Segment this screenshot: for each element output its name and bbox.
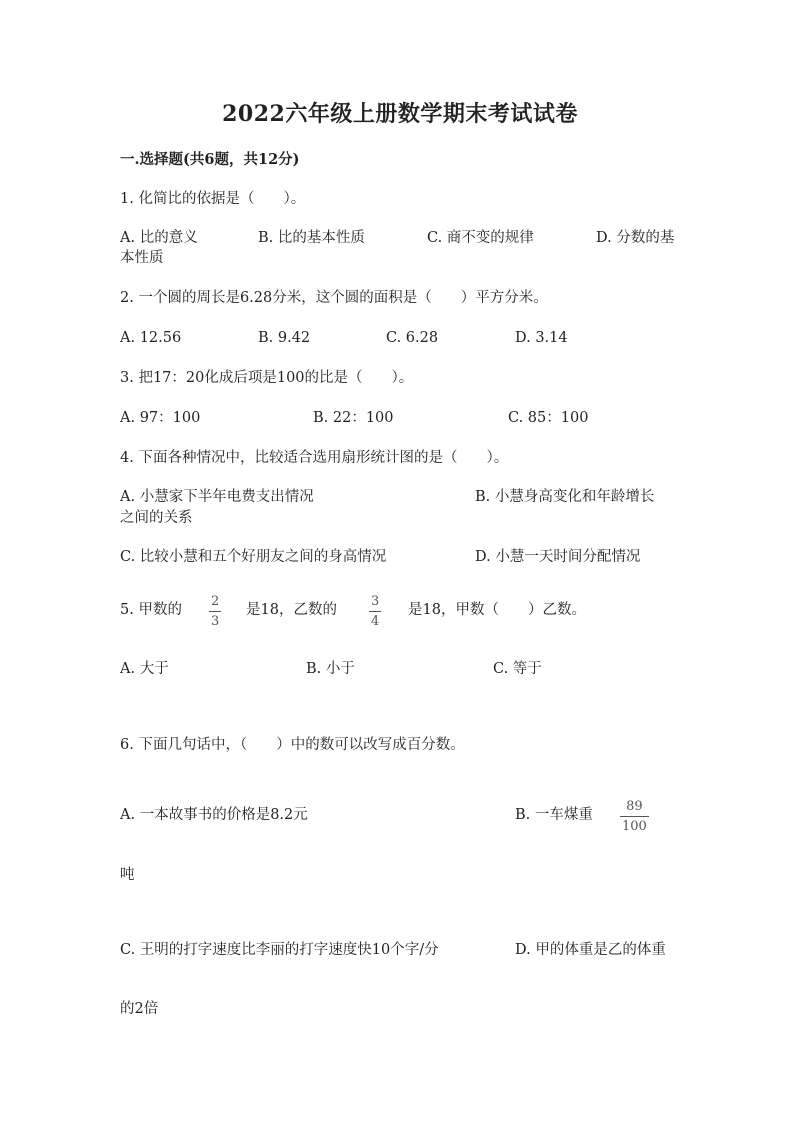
question-6-option-d-continued: 的2倍 xyxy=(120,1001,159,1017)
fraction-numerator: 89 xyxy=(626,799,643,814)
question-5-option-b: B. 小于 xyxy=(306,661,355,677)
question-3-stem: 3. 把17：20化成后项是100的比是（ ）。 xyxy=(120,370,414,386)
question-1-option-a: A. 比的意义 xyxy=(120,230,198,246)
question-1-option-b: B. 比的基本性质 xyxy=(258,230,365,246)
question-3-option-c: C. 85：100 xyxy=(508,410,589,426)
question-6-option-c: C. 王明的打字速度比李丽的打字速度快10个字/分 xyxy=(120,942,439,958)
question-4-option-c: C. 比较小慧和五个好朋友之间的身高情况 xyxy=(120,549,387,565)
page-title: 2022六年级上册数学期末考试试卷 xyxy=(222,101,578,127)
question-2-option-a: A. 12.56 xyxy=(120,330,182,346)
question-1-option-c: C. 商不变的规律 xyxy=(427,230,534,246)
fraction-denominator: 4 xyxy=(371,614,380,629)
question-6-option-a: A. 一本故事书的价格是8.2元 xyxy=(120,807,308,823)
fraction-numerator: 2 xyxy=(211,594,220,609)
question-5-fraction-1 xyxy=(209,594,221,629)
question-6-option-d: D. 甲的体重是乙的体重 xyxy=(515,942,666,958)
fraction-denominator: 100 xyxy=(622,819,647,834)
question-2-option-b: B. 9.42 xyxy=(258,330,311,346)
question-1-stem: 1. 化简比的依据是（ ）。 xyxy=(120,191,306,207)
question-6-option-b-continued: 吨 xyxy=(120,867,135,883)
question-6-option-b: B. 一车煤重 xyxy=(515,807,593,823)
question-1-option-d-continued: 本性质 xyxy=(120,250,164,266)
question-4-option-b: B. 小慧身高变化和年龄增长 xyxy=(475,489,655,505)
question-5-fraction-2 xyxy=(369,594,381,629)
question-3-option-a: A. 97：100 xyxy=(120,410,201,426)
question-4-stem: 4. 下面各种情况中，比较适合选用扇形统计图的是（ ）。 xyxy=(120,450,509,466)
fraction-bar xyxy=(209,611,221,612)
question-2-stem: 2. 一个圆的周长是6.28分米，这个圆的面积是（ ）平方分米。 xyxy=(120,290,548,306)
fraction-bar xyxy=(620,816,649,817)
question-4-option-d: D. 小慧一天时间分配情况 xyxy=(475,549,641,565)
question-6-stem: 6. 下面几句话中，（ ）中的数可以改写成百分数。 xyxy=(120,737,465,753)
question-3-option-b: B. 22：100 xyxy=(313,410,394,426)
question-5-stem-part1: 5. 甲数的 xyxy=(120,602,182,618)
question-5-stem-part2: 是18，乙数的 xyxy=(246,602,337,618)
fraction-bar xyxy=(369,611,381,612)
question-2-option-c: C. 6.28 xyxy=(386,330,439,346)
question-5-option-c: C. 等于 xyxy=(493,661,542,677)
question-6-option-b-fraction xyxy=(620,799,649,834)
fraction-numerator: 3 xyxy=(371,594,380,609)
section-heading: 一.选择题(共6题，共12分) xyxy=(120,151,300,168)
fraction-denominator: 3 xyxy=(211,614,220,629)
question-2-option-d: D. 3.14 xyxy=(515,330,568,346)
question-5-stem-part3: 是18，甲数（ ）乙数。 xyxy=(408,602,586,618)
question-5-option-a: A. 大于 xyxy=(120,661,169,677)
question-4-option-a: A. 小慧家下半年电费支出情况 xyxy=(120,489,314,505)
question-1-option-d: D. 分数的基 xyxy=(596,230,675,246)
question-4-option-b-continued: 之间的关系 xyxy=(120,510,193,526)
